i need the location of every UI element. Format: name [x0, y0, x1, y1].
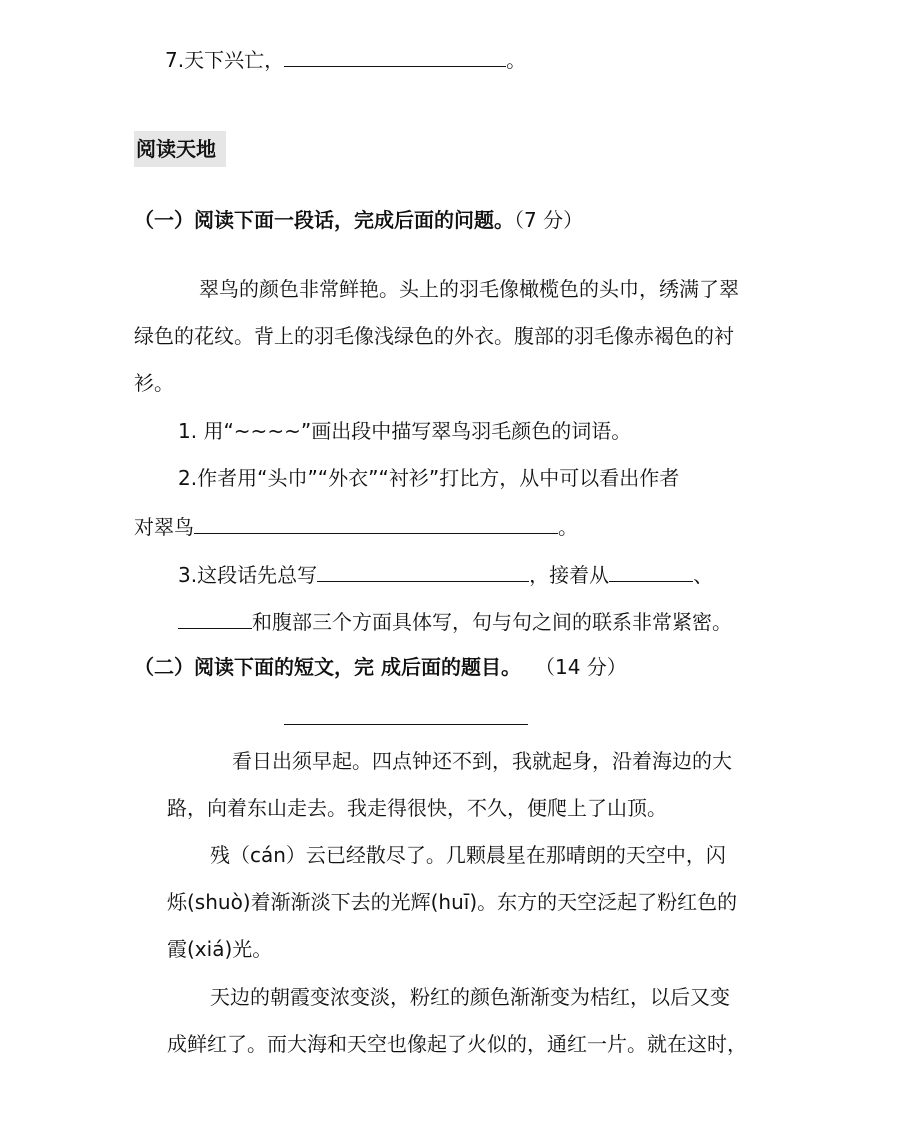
- answer-blank[interactable]: [284, 44, 506, 67]
- section-heading-label: 阅读天地: [134, 131, 226, 167]
- part2-passage-line-3: 残（cán）云已经散尽了。几颗晨星在那晴朗的天空中，闪: [210, 843, 726, 867]
- part2-passage-line-7: 成鲜红了。而大海和天空也像起了火似的，通红一片。就在这时，: [167, 1032, 747, 1056]
- question-7-text: 7.天下兴亡，: [165, 48, 285, 72]
- part1-question-3-line-1: [178, 559, 713, 587]
- answer-blank[interactable]: [178, 606, 252, 629]
- part2-passage-line-2: 路，向着东山走去。我走得很快，不久，便爬上了山顶。: [167, 796, 667, 820]
- question-3-end: 、: [693, 563, 714, 587]
- part2-heading: [134, 653, 627, 681]
- question-2-prefix: 对翠鸟: [134, 515, 194, 539]
- answer-blank[interactable]: [194, 511, 558, 534]
- part1-question-2-line-2: [134, 511, 578, 539]
- question-2-end: 。: [558, 515, 578, 539]
- part1-question-3-line-2: [178, 606, 732, 634]
- part1-heading: [134, 206, 583, 234]
- title-blank[interactable]: [284, 724, 528, 725]
- question-7: [165, 44, 526, 72]
- section-heading: [134, 138, 226, 172]
- part1-score: （7 分）: [514, 208, 584, 232]
- question-3-mid: ，接着从: [529, 563, 610, 587]
- question-3-tail: 和腹部三个方面具体写，句与句之间的联系非常紧密。: [252, 610, 732, 634]
- part2-passage-line-6: 天边的朝霞变浓变淡，粉红的颜色渐渐变为桔红，以后又变: [210, 985, 730, 1009]
- answer-blank[interactable]: [609, 559, 693, 582]
- part1-question-1: 1. 用“~~~~”画出段中描写翠鸟羽毛颜色的词语。: [178, 419, 632, 443]
- part1-heading-text: （一）阅读下面一段话，完成后面的问题。: [134, 208, 514, 232]
- part2-heading-text: （二）阅读下面的短文，完 成后面的题目。: [134, 655, 521, 679]
- part2-passage-line-5: 霞(xiá)光。: [167, 937, 273, 961]
- question-3-prefix: 3.这段话先总写: [178, 563, 318, 587]
- part1-passage-line-3: 衫。: [134, 371, 174, 395]
- question-7-end: 。: [506, 48, 527, 72]
- part2-score: （14 分）: [544, 655, 627, 679]
- part1-passage-line-1: 翠鸟的颜色非常鲜艳。头上的羽毛像橄榄色的头巾，绣满了翠: [199, 277, 739, 301]
- answer-blank[interactable]: [317, 559, 529, 582]
- part2-passage-line-4: 烁(shuò)着渐渐淡下去的光辉(huī)。东方的天空泛起了粉红色的: [167, 890, 738, 914]
- part1-passage-line-2: 绿色的花纹。背上的羽毛像浅绿色的外衣。腹部的羽毛像赤褐色的衬: [134, 324, 734, 348]
- part1-question-2-line-1: 2.作者用“头巾”“外衣”“衬衫”打比方，从中可以看出作者: [178, 466, 680, 490]
- part2-passage-line-1: 看日出须早起。四点钟还不到，我就起身，沿着海边的大: [232, 749, 732, 773]
